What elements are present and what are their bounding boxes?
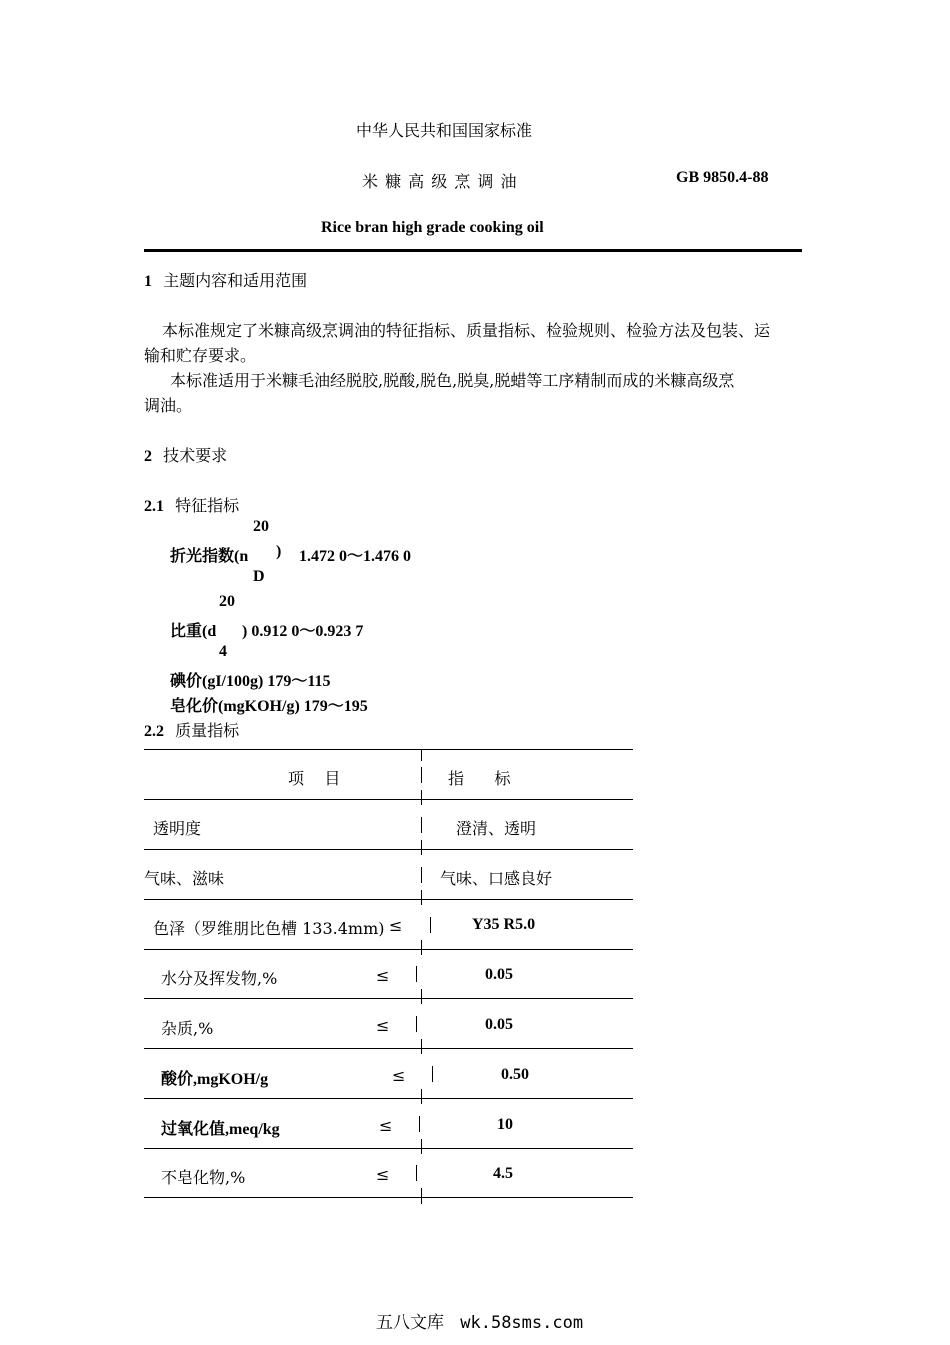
column-divider: [432, 1066, 433, 1082]
table-rule: [144, 899, 633, 900]
iodine-value: 碘价(gI/100g) 179～115: [170, 673, 331, 690]
table-cell-spec: 0.05: [485, 1016, 513, 1033]
column-divider: [421, 817, 422, 833]
specific-gravity-value: ) 0.912 0～0.923 7: [242, 623, 364, 640]
table-cell-spec: 0.05: [485, 966, 513, 983]
column-divider: [421, 890, 422, 905]
column-divider: [416, 966, 417, 982]
standard-org: 中华人民共和国国家标准: [356, 121, 533, 140]
table-cell-item: 杂质,%: [161, 1019, 214, 1038]
table-cell-spec: 4.5: [493, 1165, 513, 1182]
table-cell-spec: 0.50: [501, 1066, 529, 1083]
column-divider: [430, 917, 431, 933]
table-cell-operator: ≤: [376, 1016, 390, 1035]
item-text: 色泽（罗维朋比色槽 133.4mm): [153, 919, 385, 938]
section-1-heading: [144, 268, 307, 291]
section-title: 特征指标: [175, 496, 240, 515]
column-divider: [421, 790, 422, 805]
section-number: 2: [144, 448, 152, 465]
document-title-en: Rice bran high grade cooking oil: [321, 219, 544, 236]
gravity-subscript: 4: [219, 643, 227, 660]
table-rule: [144, 1098, 633, 1099]
section-title: 主题内容和适用范围: [163, 271, 308, 290]
specific-gravity-label: 比重(d: [170, 623, 217, 640]
refractive-index-close: ): [276, 543, 282, 560]
footer-site-url[interactable]: wk.58sms.com: [460, 1313, 584, 1333]
section-2-heading: [144, 443, 227, 466]
table-rule: [144, 1197, 633, 1198]
column-divider: [421, 989, 422, 1004]
table-cell-operator: ≤: [392, 1066, 406, 1085]
table-cell-operator: ≤: [376, 1165, 390, 1184]
table-rule: [144, 749, 633, 750]
table-rule: [144, 1148, 633, 1149]
table-rule: [144, 799, 633, 800]
table-header-spec: 指 标: [448, 769, 511, 788]
table-cell-spec: 澄清、透明: [456, 819, 537, 838]
table-rule: [144, 1048, 633, 1049]
table-cell-item: [153, 916, 384, 939]
header-rule: [144, 249, 802, 252]
paragraph-line: 本标准适用于米糠毛油经脱胶,脱酸,脱色,脱臭,脱蜡等工序精制而成的米糠高级烹: [170, 371, 735, 390]
footer-watermark: [376, 1308, 583, 1333]
paragraph-line: 输和贮存要求。: [144, 346, 257, 365]
footer-site-name: 五八文库: [376, 1313, 444, 1333]
column-divider: [421, 840, 422, 855]
table-rule: [144, 849, 633, 850]
refractive-index-value: 1.472 0～1.476 0: [299, 548, 412, 565]
section-number: 2.2: [144, 723, 164, 740]
refractive-index-label: 折光指数(n: [170, 548, 249, 565]
table-cell-item: 水分及挥发物,%: [161, 969, 278, 988]
section-2-1-heading: [144, 493, 239, 516]
table-cell-item: 透明度: [153, 819, 202, 838]
document-title-cn: 米 糠 高 级 烹 调 油: [362, 172, 518, 191]
gravity-superscript: 20: [219, 593, 235, 610]
table-cell-operator: ≤: [379, 1116, 393, 1135]
table-cell-item: 酸价,mgKOH/g: [161, 1071, 269, 1088]
table-cell-spec: Y35 R5.0: [472, 916, 536, 933]
column-divider: [421, 940, 422, 955]
section-number: 1: [144, 273, 152, 290]
column-divider: [421, 1139, 422, 1154]
column-divider: [421, 1039, 422, 1054]
column-divider: [421, 1188, 422, 1204]
paragraph-line: 本标准规定了米糠高级烹调油的特征指标、质量指标、检验规则、检验方法及包装、运: [162, 321, 771, 340]
column-divider: [419, 1116, 420, 1132]
table-cell-operator: ≤: [376, 966, 390, 985]
table-rule: [144, 998, 633, 999]
table-cell-item: 过氧化值,meq/kg: [161, 1121, 280, 1138]
column-divider: [421, 867, 422, 883]
section-number: 2.1: [144, 498, 164, 515]
table-cell-spec: 气味、口感良好: [440, 869, 553, 888]
refractive-superscript: 20: [253, 518, 269, 535]
table-rule: [144, 949, 633, 950]
column-divider: [416, 1165, 417, 1181]
column-divider: [421, 749, 422, 761]
table-header-item: 项 目: [288, 769, 341, 788]
table-cell-spec: 10: [497, 1116, 513, 1133]
table-cell-item: 气味、滋味: [144, 869, 225, 888]
column-divider: [421, 1089, 422, 1104]
standard-code: GB 9850.4-88: [676, 169, 769, 186]
section-title: 技术要求: [163, 446, 228, 465]
refractive-subscript: D: [253, 568, 265, 585]
table-cell-operator: ≤: [389, 916, 403, 935]
paragraph-line: 调油。: [144, 396, 193, 415]
section-2-2-heading: [144, 718, 239, 741]
section-title: 质量指标: [175, 721, 240, 740]
column-divider: [421, 767, 422, 783]
table-cell-item: 不皂化物,%: [161, 1168, 246, 1187]
saponification-value: 皂化价(mgKOH/g) 179～195: [170, 698, 368, 715]
column-divider: [416, 1016, 417, 1032]
